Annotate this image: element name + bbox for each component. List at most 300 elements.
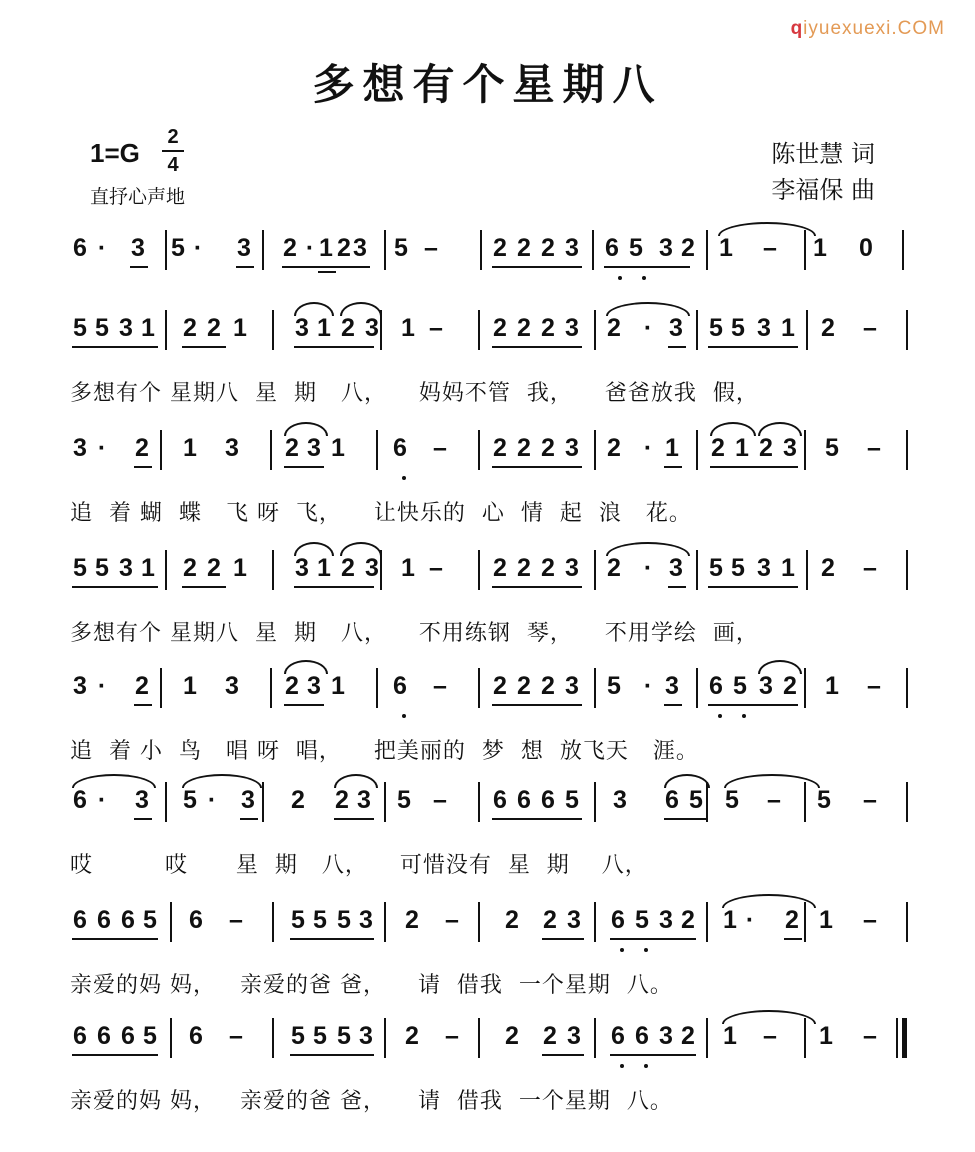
low-octave-dot	[742, 714, 746, 718]
lyrics-row	[0, 844, 975, 878]
score-line-4	[0, 540, 975, 650]
barline	[384, 1018, 386, 1058]
note: ·	[207, 786, 217, 814]
lyrics-row	[0, 492, 975, 526]
note: 3	[565, 234, 579, 262]
note: 1	[317, 314, 331, 342]
note: –	[863, 1022, 877, 1050]
tie-arc	[758, 660, 802, 674]
barline	[804, 1018, 806, 1058]
note: ·	[97, 434, 107, 462]
note: –	[429, 314, 443, 342]
note: 6	[73, 786, 87, 814]
note: 3	[757, 314, 771, 342]
note: 5	[73, 314, 87, 342]
barline	[270, 430, 272, 470]
note: 2	[341, 314, 355, 342]
tie-arc	[606, 542, 690, 556]
note: 1	[819, 906, 833, 934]
barline	[804, 430, 806, 470]
note: 5	[709, 554, 723, 582]
eighth-underline	[72, 346, 158, 348]
note: 2	[341, 554, 355, 582]
note: 1	[781, 314, 795, 342]
note: 3	[783, 434, 797, 462]
barline	[594, 430, 596, 470]
barline	[804, 902, 806, 942]
note: 6	[73, 906, 87, 934]
note: 6	[635, 1022, 649, 1050]
eighth-underline	[668, 346, 686, 348]
barline	[594, 1018, 596, 1058]
note: 5	[143, 906, 157, 934]
barline	[478, 550, 480, 590]
tie-arc	[334, 774, 378, 788]
barline	[594, 782, 596, 822]
lyrics-text: 哎 哎 星 期 八， 可惜没有 星 期 八，	[70, 853, 648, 878]
barline	[696, 430, 698, 470]
note: 2	[405, 1022, 419, 1050]
note: 3	[359, 906, 373, 934]
note: 3	[365, 554, 379, 582]
note: 3	[357, 786, 371, 814]
note: 2	[541, 234, 555, 262]
note: 5	[73, 554, 87, 582]
note: 2	[711, 434, 725, 462]
note: 5	[337, 906, 351, 934]
note: 3	[565, 434, 579, 462]
barline	[380, 310, 382, 350]
note: 2	[493, 314, 507, 342]
note: 3	[565, 314, 579, 342]
note: 3	[757, 554, 771, 582]
note: ·	[745, 906, 755, 934]
note: 3	[73, 434, 87, 462]
note: 6	[611, 1022, 625, 1050]
time-top: 2	[167, 126, 179, 148]
notes-row	[0, 892, 975, 962]
note: ·	[643, 554, 653, 582]
barline	[592, 230, 594, 270]
barline	[272, 550, 274, 590]
note: 3	[565, 554, 579, 582]
lyrics-row	[0, 1080, 975, 1114]
note: 1	[401, 554, 415, 582]
tie-arc	[722, 894, 816, 908]
note: 3	[131, 234, 145, 262]
note: 6	[393, 672, 407, 700]
note: 5	[565, 786, 579, 814]
note: 1	[233, 554, 247, 582]
note: 1	[401, 314, 415, 342]
low-octave-dot	[642, 276, 646, 280]
eighth-underline	[182, 586, 226, 588]
tie-arc	[284, 660, 328, 674]
barline	[262, 782, 264, 822]
note: 6	[605, 234, 619, 262]
eighth-underline	[130, 266, 148, 268]
note: 5	[733, 672, 747, 700]
eighth-underline	[294, 346, 374, 348]
note: ·	[97, 672, 107, 700]
eighth-underline	[492, 346, 582, 348]
barline	[478, 782, 480, 822]
barline	[706, 782, 708, 822]
final-barline-thin	[896, 1018, 898, 1058]
time-signature	[160, 126, 186, 176]
eighth-underline	[72, 586, 158, 588]
note: 2	[517, 672, 531, 700]
note: ·	[193, 234, 203, 262]
lyrics-text: 亲爱的妈 妈， 亲爱的爸 爸， 请 借我 一个星期 八。	[70, 1089, 673, 1114]
eighth-underline	[492, 466, 582, 468]
note: 6	[73, 234, 87, 262]
note: –	[863, 554, 877, 582]
note: 2	[821, 554, 835, 582]
score-line-5	[0, 658, 975, 768]
eighth-underline	[492, 586, 582, 588]
note: 2	[681, 234, 695, 262]
note: 6	[493, 786, 507, 814]
notes-row	[0, 1008, 975, 1078]
barline	[480, 230, 482, 270]
note: 5	[143, 1022, 157, 1050]
note: 6	[121, 906, 135, 934]
lyrics-text: 追 着 蝴 蝶 飞 呀 飞， 让快乐的 心 情 起 浪 花。	[70, 501, 692, 526]
eighth-underline	[668, 586, 686, 588]
note: 5	[95, 314, 109, 342]
eighth-underline	[182, 346, 226, 348]
low-octave-dot	[402, 476, 406, 480]
note: 3	[119, 314, 133, 342]
barline	[594, 550, 596, 590]
eighth-underline	[134, 466, 152, 468]
note: 2	[135, 672, 149, 700]
note: 2	[493, 434, 507, 462]
barline	[160, 430, 162, 470]
note: 3	[307, 672, 321, 700]
note: 6	[393, 434, 407, 462]
barline	[706, 902, 708, 942]
eighth-underline	[290, 938, 374, 940]
eighth-underline	[784, 938, 802, 940]
note: 5	[817, 786, 831, 814]
eighth-underline	[72, 1054, 158, 1056]
note: 3	[565, 672, 579, 700]
note: 5	[629, 234, 643, 262]
note: 2	[517, 234, 531, 262]
note: –	[867, 434, 881, 462]
eighth-underline	[290, 1054, 374, 1056]
tie-arc	[724, 774, 820, 788]
note: 1	[141, 314, 155, 342]
barline	[160, 668, 162, 708]
eighth-underline	[236, 266, 254, 268]
note: 5	[291, 906, 305, 934]
score-line-7	[0, 892, 975, 1002]
low-octave-dot	[402, 714, 406, 718]
note: 2	[291, 786, 305, 814]
low-octave-dot	[644, 948, 648, 952]
note: –	[863, 906, 877, 934]
note: 1	[319, 234, 333, 262]
note: –	[863, 786, 877, 814]
note: 3	[359, 1022, 373, 1050]
note: 5	[394, 234, 408, 262]
barline	[706, 1018, 708, 1058]
note: 5	[313, 1022, 327, 1050]
note: 3	[659, 1022, 673, 1050]
note: 1	[819, 1022, 833, 1050]
note: –	[229, 906, 243, 934]
barline	[906, 310, 908, 350]
note: –	[763, 234, 777, 262]
lyrics-text: 多想有个 星期八 星 期 八， 妈妈不管 我， 爸爸放我 假，	[70, 381, 759, 406]
note: 6	[541, 786, 555, 814]
barline	[165, 310, 167, 350]
barline	[478, 1018, 480, 1058]
barline	[478, 668, 480, 708]
low-octave-dot	[620, 948, 624, 952]
note: 1	[665, 434, 679, 462]
lyrics-row	[0, 612, 975, 646]
note: 6	[97, 906, 111, 934]
note: ·	[643, 672, 653, 700]
note: 3	[295, 314, 309, 342]
score-line-6	[0, 772, 975, 882]
tie-arc	[294, 302, 334, 316]
tie-arc	[340, 542, 382, 556]
note: 6	[121, 1022, 135, 1050]
notes-row	[0, 772, 975, 842]
barline	[380, 550, 382, 590]
note: 2	[207, 554, 221, 582]
note: 3	[135, 786, 149, 814]
note: 2	[681, 906, 695, 934]
barline	[804, 782, 806, 822]
note: 3	[353, 234, 367, 262]
note: 5	[731, 554, 745, 582]
barline	[376, 668, 378, 708]
barline	[272, 310, 274, 350]
note: 2	[517, 554, 531, 582]
note: 1	[723, 1022, 737, 1050]
barline	[696, 550, 698, 590]
note: 0	[859, 234, 873, 262]
barline	[384, 902, 386, 942]
tie-arc	[606, 302, 690, 316]
time-bottom: 4	[167, 154, 179, 176]
key-signature: 1=G	[90, 138, 140, 168]
barline	[804, 668, 806, 708]
note: 2	[335, 786, 349, 814]
note: 2	[505, 1022, 519, 1050]
note: ·	[643, 314, 653, 342]
note: 6	[665, 786, 679, 814]
note: 3	[669, 554, 683, 582]
note: 2	[759, 434, 773, 462]
note: 6	[73, 1022, 87, 1050]
lyrics-row	[0, 964, 975, 998]
sixteenth-underline	[318, 271, 336, 273]
barline	[806, 550, 808, 590]
eighth-underline	[708, 586, 798, 588]
barline	[376, 430, 378, 470]
note: 1	[183, 434, 197, 462]
note: 1	[141, 554, 155, 582]
note: 3	[659, 906, 673, 934]
score-line-8	[0, 1008, 975, 1118]
note: 6	[189, 1022, 203, 1050]
note: –	[445, 1022, 459, 1050]
note: 3	[225, 672, 239, 700]
note: 5	[95, 554, 109, 582]
eighth-underline	[134, 704, 152, 706]
barline	[594, 902, 596, 942]
lyrics-text: 亲爱的妈 妈， 亲爱的爸 爸， 请 借我 一个星期 八。	[70, 973, 673, 998]
barline	[270, 668, 272, 708]
eighth-underline	[664, 818, 706, 820]
barline	[706, 230, 708, 270]
note: 3	[73, 672, 87, 700]
barline	[384, 782, 386, 822]
eighth-underline	[492, 704, 582, 706]
note: ·	[305, 234, 315, 262]
eighth-underline	[492, 818, 582, 820]
eighth-underline	[610, 1054, 696, 1056]
note: 2	[135, 434, 149, 462]
barline	[696, 668, 698, 708]
note: 5	[171, 234, 185, 262]
barline	[906, 668, 908, 708]
lyrics-row	[0, 372, 975, 406]
eighth-underline	[664, 466, 682, 468]
note: –	[433, 786, 447, 814]
low-octave-dot	[718, 714, 722, 718]
note: 2	[541, 434, 555, 462]
note: 1	[719, 234, 733, 262]
note: 2	[405, 906, 419, 934]
eighth-underline	[72, 938, 158, 940]
tie-arc	[182, 774, 262, 788]
barline	[804, 230, 806, 270]
note: 2	[183, 314, 197, 342]
low-octave-dot	[618, 276, 622, 280]
notes-row	[0, 300, 975, 370]
note: –	[433, 434, 447, 462]
note: 5	[313, 906, 327, 934]
barline	[478, 902, 480, 942]
site-watermark: qiyuexuexi.COM	[790, 18, 945, 39]
note: ·	[643, 434, 653, 462]
barline	[806, 310, 808, 350]
barline	[478, 430, 480, 470]
barline	[906, 550, 908, 590]
note: 2	[183, 554, 197, 582]
note: 5	[397, 786, 411, 814]
note: 5	[731, 314, 745, 342]
note: 1	[317, 554, 331, 582]
note: 5	[709, 314, 723, 342]
note: 2	[821, 314, 835, 342]
note: 1	[813, 234, 827, 262]
tie-arc	[664, 774, 710, 788]
note: –	[763, 1022, 777, 1050]
eighth-underline	[604, 266, 690, 268]
barline	[165, 230, 167, 270]
note: –	[433, 672, 447, 700]
note: –	[429, 554, 443, 582]
eighth-underline	[294, 586, 374, 588]
eighth-underline	[492, 266, 582, 268]
low-octave-dot	[644, 1064, 648, 1068]
note: 2	[207, 314, 221, 342]
tie-arc	[284, 422, 328, 436]
note: –	[767, 786, 781, 814]
note: 3	[225, 434, 239, 462]
eighth-underline	[664, 704, 682, 706]
note: ·	[97, 234, 107, 262]
note: –	[229, 1022, 243, 1050]
note: –	[867, 672, 881, 700]
note: –	[445, 906, 459, 934]
note: 6	[611, 906, 625, 934]
note: 5	[689, 786, 703, 814]
note: 2	[493, 234, 507, 262]
note: 3	[613, 786, 627, 814]
note: ·	[97, 786, 107, 814]
note: 2	[783, 672, 797, 700]
eighth-underline	[708, 346, 798, 348]
barline	[165, 550, 167, 590]
note: 1	[331, 434, 345, 462]
note: 2	[541, 672, 555, 700]
tempo-marking: 直抒心声地	[90, 186, 186, 208]
note: 3	[295, 554, 309, 582]
note: –	[863, 314, 877, 342]
note: 5	[725, 786, 739, 814]
eighth-underline	[610, 938, 696, 940]
note: 3	[567, 906, 581, 934]
tie-arc	[294, 542, 334, 556]
barline	[384, 230, 386, 270]
barline	[272, 902, 274, 942]
note: 3	[307, 434, 321, 462]
note: 5	[825, 434, 839, 462]
notes-row	[0, 420, 975, 490]
note: 2	[505, 906, 519, 934]
barline	[170, 1018, 172, 1058]
barline	[478, 310, 480, 350]
note: 3	[669, 314, 683, 342]
song-title: 多想有个星期八	[312, 60, 663, 109]
barline	[906, 902, 908, 942]
note: 3	[119, 554, 133, 582]
low-octave-dot	[620, 1064, 624, 1068]
note: 3	[241, 786, 255, 814]
time-fraction-bar	[162, 150, 184, 152]
tie-arc	[340, 302, 382, 316]
eighth-underline	[334, 818, 374, 820]
note: 2	[517, 314, 531, 342]
note: 1	[183, 672, 197, 700]
barline	[696, 310, 698, 350]
note: 2	[285, 434, 299, 462]
note: 2	[337, 234, 351, 262]
notes-row	[0, 220, 975, 290]
note: 2	[785, 906, 799, 934]
note: 2	[285, 672, 299, 700]
